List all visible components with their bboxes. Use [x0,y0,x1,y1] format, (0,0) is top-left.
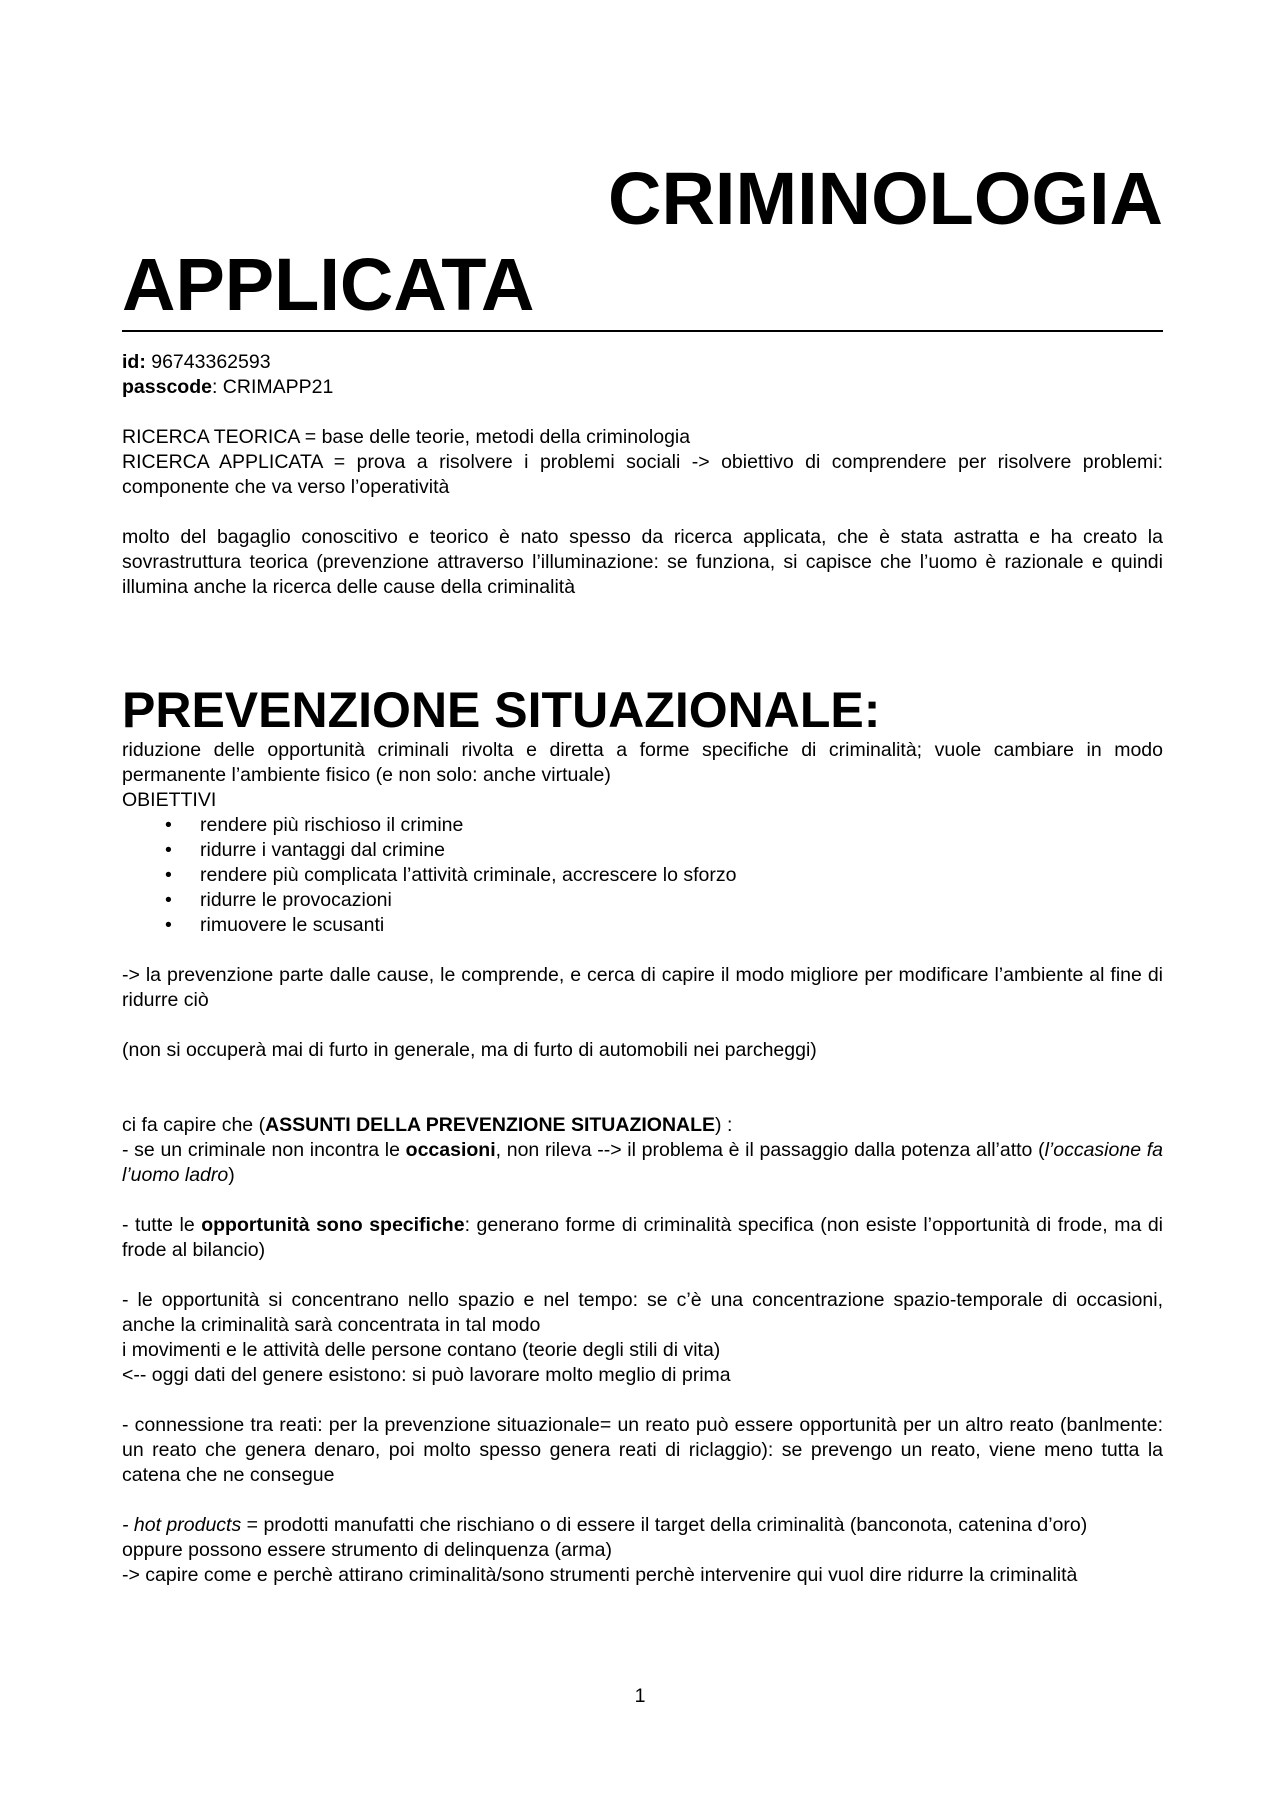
a1-post: , non rileva --> il problema è il passaggio dalla potenza all’atto ( [495,1139,1045,1161]
a1-end: ) [228,1164,235,1186]
section-heading: PREVENZIONE SITUAZIONALE: [122,682,881,738]
assumptions-intro-post: ) : [715,1114,733,1136]
note-example: (non si occuperà mai di furto in generale, ma di furto di automobili nei parcheggi) [122,1039,817,1061]
section-definition: riduzione delle opportunità criminali rivolta e diretta a forme specifiche di criminalità; vuole cambiare in modo permanente l’ambiente fisico (e non solo: anche virtuale) [122,739,1163,786]
assumption-2 [122,1213,1163,1263]
assumptions-intro-pre: ci fa capire che ( [122,1114,266,1136]
note-prevention: -> la prevenzione parte dalle cause, le comprende, e cerca di capire il modo migliore per modificare l’ambiente al fine di ridurre ciò [122,964,1163,1011]
id-value: 96743362593 [145,351,271,373]
list-item: • ridurre le provocazioni [200,888,1163,913]
passcode-label: passcode [122,376,212,398]
list-item: • rimuovere le scusanti [200,913,1163,938]
passcode-value: : CRIMAPP21 [211,376,334,398]
ricerca-applicata: RICERCA APPLICATA = prova a risolvere i problemi sociali -> obiettivo di comprendere per risolvere problemi: componente che va verso l’operatività [122,451,1163,498]
a5-italic: - hot products [122,1514,242,1536]
assumption-5 [122,1513,1163,1538]
a2-post: : generano forme di criminalità specifica (non esiste l’opportunità di frode, ma di frode al bilancio) [122,1214,1164,1261]
a1-italic: l’occasione fa l’uomo ladro [122,1139,1163,1186]
assumption-5-line-3: -> capire come e perchè attirano criminalità/sono strumenti perchè intervenire qui vuol dire ridurre la criminalità [122,1564,1078,1586]
meta-passcode [122,375,1163,400]
assumption-3-line-3: <-- oggi dati del genere esistono: si può lavorare molto meglio di prima [122,1364,731,1386]
objectives-label: OBIETTIVI [122,789,217,811]
assumption-5-line-2: oppure possono essere strumento di delinquenza (arma) [122,1539,612,1561]
title-line-1: CRIMINOLOGIA [608,157,1163,240]
intro-paragraph: molto del bagaglio conoscitivo e teorico è nato spesso da ricerca applicata, che è stata astratta e ha creato la sovrastruttura teorica (prevenzione attraverso l’illuminazione: se funziona, si capisce che l’uomo è razionale e quindi illumina anche la ricerca delle cause della criminalità [122,526,1163,598]
a5-post: = prodotti manufatti che rischiano o di essere il target della criminalità (banconota, catenina d’oro) [241,1514,1088,1536]
list-item: • ridurre i vantaggi dal crimine [200,838,1163,863]
assumption-4: - connessione tra reati: per la prevenzione situazionale= un reato può essere opportunità per un altro reato (banlmente: un reato che genera denaro, poi molto spesso genera reati di riclaggio): se prevengo un reato, viene meno tutta la catena che ne consegue [122,1414,1163,1486]
assumption-3-line-2: i movimenti e le attività delle persone contano (teorie degli stili di vita) [122,1339,721,1361]
page-number: 1 [634,1685,646,1707]
objectives-list [122,813,1163,938]
list-item: • rendere più complicata l’attività criminale, accrescere lo sforzo [200,863,1163,888]
assumptions-intro-bold: ASSUNTI DELLA PREVENZIONE SITUAZIONALE [265,1114,716,1136]
a1-bold: occasioni [405,1139,496,1161]
meta-id [122,350,1163,375]
a1-pre: - se un criminale non incontra le [122,1139,406,1161]
document-title [122,156,1163,332]
title-line-2: APPLICATA [122,243,535,326]
assumptions-intro [122,1113,1163,1138]
assumption-1 [122,1138,1163,1188]
a2-bold: opportunità sono specifiche [201,1214,465,1236]
id-label: id: [122,351,146,373]
a2-pre: - tutte le [122,1214,202,1236]
ricerca-teorica: RICERCA TEORICA = base delle teorie, metodi della criminologia [122,426,691,448]
assumption-3: - le opportunità si concentrano nello spazio e nel tempo: se c’è una concentrazione spazio-temporale di occasioni, anche la criminalità sarà concentrata in tal modo [122,1289,1163,1336]
list-item: • rendere più rischioso il crimine [200,813,1163,838]
